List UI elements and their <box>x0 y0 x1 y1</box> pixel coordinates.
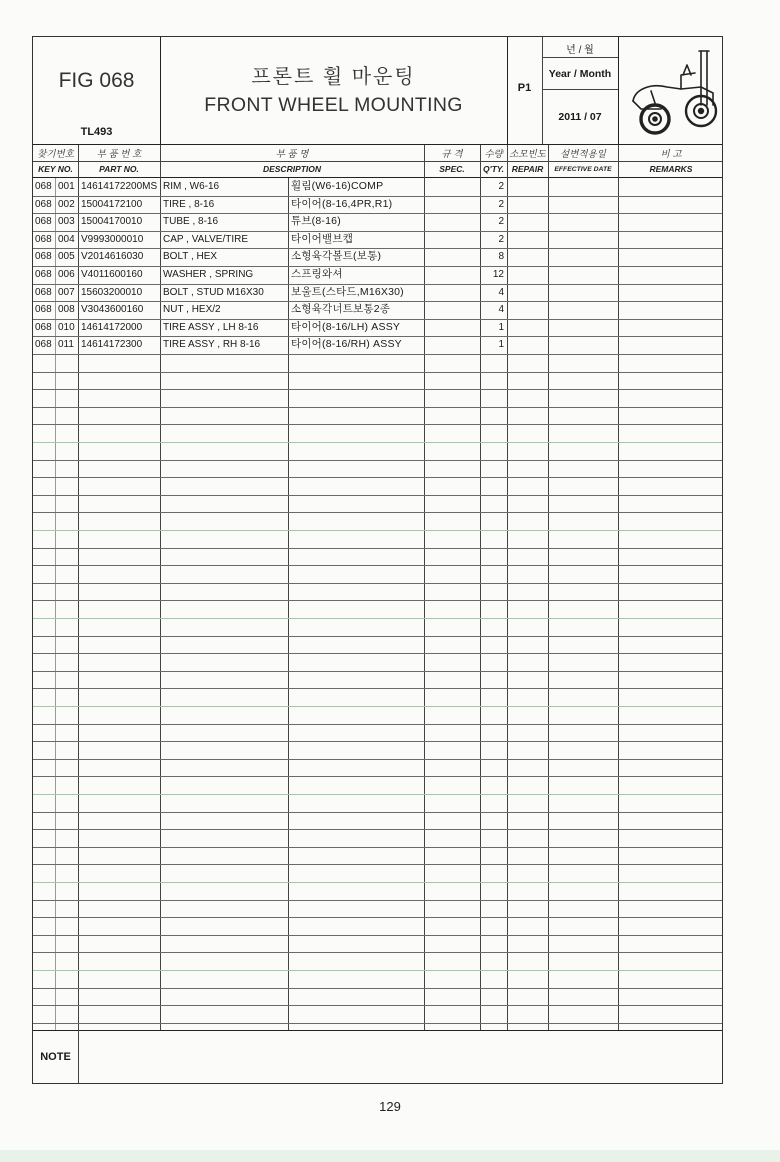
table-row-rule <box>33 407 722 408</box>
table-row-rule <box>33 829 722 830</box>
table-row-rule <box>33 741 722 742</box>
table-row-rule <box>33 864 722 865</box>
row-desc-kr: 튜브(8-16) <box>291 215 341 228</box>
table-row <box>33 319 722 337</box>
row-part-no: 15603200010 <box>81 286 143 298</box>
row-part-no: V4011600160 <box>81 269 143 280</box>
table-row-rule <box>33 988 722 989</box>
row-qty: 2 <box>498 216 504 228</box>
row-qty: 1 <box>498 321 504 333</box>
table-row-rule <box>33 565 722 566</box>
table-row-rule <box>33 372 722 373</box>
table-row-rule <box>33 1023 722 1024</box>
row-part-no: 14614172200MS <box>81 181 158 192</box>
row-key-no: 011 <box>58 339 74 351</box>
row-part-no: 14614172000 <box>81 321 143 333</box>
row-desc-en: TUBE , 8-16 <box>163 216 219 228</box>
row-key-no: 001 <box>58 181 75 192</box>
table-row-rule <box>33 847 722 848</box>
table-row-rule <box>33 424 722 425</box>
row-qty: 4 <box>498 304 504 316</box>
row-fig: 068 <box>35 304 52 316</box>
row-qty: 1 <box>498 339 504 351</box>
table-row-rule <box>33 1005 722 1006</box>
row-desc-kr: 타이어(8-16/RH) ASSY <box>291 338 402 351</box>
col-effective-en: EFFECTIVE DATE <box>554 165 612 173</box>
row-desc-en: CAP , VALVE/TIRE <box>163 233 249 245</box>
col-remarks-kr: 비 고 <box>660 149 682 160</box>
row-fig: 068 <box>35 216 52 228</box>
row-part-no: 14614172300 <box>81 339 143 351</box>
header-divider <box>618 37 619 145</box>
row-desc-kr: 스프링와셔 <box>291 268 343 280</box>
row-qty: 4 <box>498 286 504 298</box>
table-row-rule <box>33 512 722 513</box>
table-row-rule <box>33 724 722 725</box>
table-row-rule <box>33 688 722 689</box>
row-qty: 8 <box>498 251 504 263</box>
table-row-rule <box>33 389 722 390</box>
row-key-no: 004 <box>58 233 75 245</box>
date-value: 2011 / 07 <box>558 111 602 123</box>
row-desc-en: BOLT , HEX <box>163 251 218 263</box>
row-qty: 2 <box>498 181 504 192</box>
row-desc-en: WASHER , SPRING <box>163 269 254 280</box>
row-desc-kr: 보울트(스타드,M16X30) <box>291 285 404 298</box>
row-fig: 068 <box>35 269 52 280</box>
row-fig: 068 <box>35 286 52 298</box>
table-row-rule <box>33 882 722 883</box>
row-desc-en: RIM , W6-16 <box>163 181 220 192</box>
table-row <box>33 213 722 231</box>
row-qty: 2 <box>498 198 504 210</box>
row-part-no: 15004172100 <box>81 198 143 210</box>
table-row <box>33 178 722 196</box>
table-row-rule <box>33 530 722 531</box>
row-part-no: V3043600160 <box>81 304 144 316</box>
table-row-rule <box>33 935 722 936</box>
col-desc-en: DESCRIPTION <box>262 164 322 174</box>
row-qty: 12 <box>492 269 504 280</box>
row-desc-kr: 타이어밸브캡 <box>291 232 354 245</box>
col-remarks-en: REMARKS <box>649 164 693 174</box>
fig-label: FIG 068 <box>58 69 135 92</box>
table-row-rule <box>33 900 722 901</box>
col-qty-kr: 수량 <box>484 149 503 160</box>
row-key-no: 003 <box>58 216 75 228</box>
table-row-rule <box>33 794 722 795</box>
row-desc-en: NUT , HEX/2 <box>163 304 221 316</box>
row-fig: 068 <box>35 339 52 351</box>
row-key-no: 008 <box>58 304 75 316</box>
row-key-no: 005 <box>58 251 75 263</box>
row-desc-en: TIRE , 8-16 <box>163 198 215 210</box>
row-desc-kr: 타이어(8-16/LH) ASSY <box>291 320 401 333</box>
table-row-rule <box>33 495 722 496</box>
table-row <box>33 266 722 284</box>
table-row-rule <box>33 970 722 971</box>
table-row-rule <box>33 812 722 813</box>
row-key-no: 006 <box>58 269 75 280</box>
title-english: FRONT WHEEL MOUNTING <box>204 93 463 116</box>
date-label-english: Year / Month <box>548 67 612 80</box>
col-qty-en: Q'TY. <box>482 164 505 174</box>
row-key-no: 007 <box>58 286 75 298</box>
date-label-korean: 년 / 월 <box>566 44 594 56</box>
table-row-rule <box>33 917 722 918</box>
row-part-no: 15004170010 <box>81 216 143 228</box>
table-row-rule <box>33 759 722 760</box>
col-spec-kr: 규 격 <box>441 149 463 160</box>
row-part-no: V9993000010 <box>81 233 144 245</box>
parts-table-body <box>33 178 722 1030</box>
col-effective-kr: 설변적용일 <box>560 149 606 160</box>
row-desc-en: TIRE ASSY , LH 8-16 <box>163 321 259 333</box>
table-row <box>33 301 722 319</box>
row-fig: 068 <box>35 198 52 210</box>
row-desc-kr: 소형육각볼트(보통) <box>291 250 382 263</box>
note-divider <box>78 1030 79 1083</box>
table-row-rule <box>33 618 722 619</box>
row-desc-kr: 소형육각너트보통2종 <box>291 303 391 316</box>
table-row-rule <box>33 653 722 654</box>
parts-sheet-frame <box>32 36 723 1084</box>
col-desc-kr: 부 품 명 <box>275 149 309 160</box>
col-spec-en: SPEC. <box>439 164 465 174</box>
table-row-rule <box>33 671 722 672</box>
table-row <box>33 248 722 266</box>
table-row-rule <box>33 636 722 637</box>
table-row-rule <box>33 354 722 355</box>
table-row <box>33 196 722 214</box>
col-key-kr: 찾기번호 <box>37 149 74 160</box>
row-fig: 068 <box>35 251 52 263</box>
row-desc-en: BOLT , STUD M16X30 <box>163 286 264 298</box>
col-part-kr: 부 품 번 호 <box>96 149 142 160</box>
row-key-no: 010 <box>58 321 75 333</box>
row-desc-kr: 휠림(W6-16)COMP <box>291 180 384 192</box>
tractor-illustration-icon <box>621 45 721 141</box>
page-bottom-edge <box>0 1150 780 1162</box>
table-row-rule <box>33 477 722 478</box>
table-row-rule <box>33 952 722 953</box>
title-korean: 프론트 휠 마운팅 <box>251 65 416 88</box>
table-row-rule <box>33 776 722 777</box>
row-desc-en: TIRE ASSY , RH 8-16 <box>163 339 261 351</box>
table-row-rule <box>33 706 722 707</box>
table-row-rule <box>33 460 722 461</box>
table-row-rule <box>33 548 722 549</box>
row-part-no: V2014616030 <box>81 251 144 263</box>
model-label: TL493 <box>80 126 113 138</box>
table-row <box>33 284 722 302</box>
row-qty: 2 <box>498 233 504 245</box>
table-row-rule <box>33 583 722 584</box>
row-fig: 068 <box>35 233 52 245</box>
col-repair-en: REPAIR <box>511 164 544 174</box>
table-row <box>33 231 722 249</box>
table-row-rule <box>33 600 722 601</box>
note-top-rule <box>33 1030 722 1031</box>
table-row <box>33 336 722 354</box>
col-key-en: KEY NO. <box>38 164 73 174</box>
header-divider <box>160 37 161 145</box>
page-code: P1 <box>517 82 532 94</box>
col-part-en: PART NO. <box>99 164 139 174</box>
page-number: 129 <box>379 1098 401 1114</box>
note-label: NOTE <box>40 1050 71 1063</box>
row-key-no: 002 <box>58 198 75 210</box>
col-repair-kr: 소모빈도 <box>509 149 546 160</box>
row-desc-kr: 타이어(8-16,4PR,R1) <box>291 197 393 210</box>
row-fig: 068 <box>35 181 52 192</box>
table-row-rule <box>33 442 722 443</box>
row-fig: 068 <box>35 321 52 333</box>
